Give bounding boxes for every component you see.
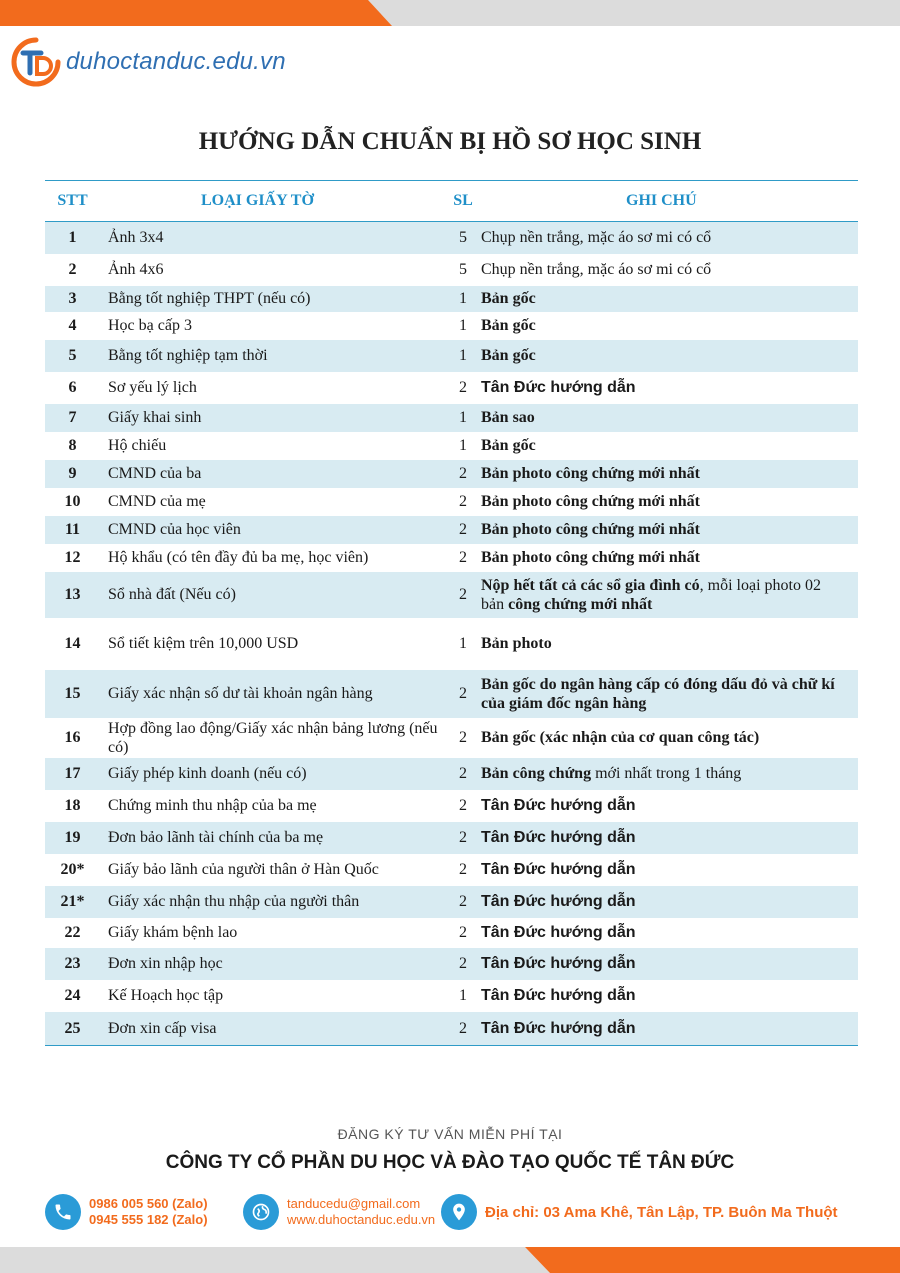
phone-2[interactable]: 0945 555 182 (Zalo) bbox=[89, 1212, 208, 1227]
row-note-part: , mỗi loại photo 02 bản bbox=[481, 576, 821, 613]
row-stt: 18 bbox=[64, 797, 81, 814]
row-type: Bằng tốt nghiệp tạm thời bbox=[100, 340, 445, 372]
tanduc-logo-icon bbox=[10, 36, 62, 88]
row-sl: 2 bbox=[445, 572, 481, 618]
row-type: Ảnh 3x4 bbox=[100, 222, 445, 254]
website-link[interactable]: www.duhoctanduc.edu.vn bbox=[287, 1212, 436, 1227]
row-note: Bản gốc do ngân hàng cấp có đóng dấu đỏ và chữ kí của giám đốc ngân hàng bbox=[481, 670, 858, 718]
row-sl: 2 bbox=[459, 493, 467, 510]
table-row bbox=[45, 790, 858, 822]
table-row bbox=[45, 758, 858, 790]
row-sl: 1 bbox=[459, 317, 467, 334]
row-note: Tân Đức hướng dẫn bbox=[481, 1012, 858, 1046]
table-row bbox=[45, 854, 858, 886]
row-stt: 3 bbox=[45, 286, 100, 312]
row-sl: 2 bbox=[459, 549, 467, 566]
row-stt: 24 bbox=[64, 987, 81, 1004]
table-row bbox=[45, 718, 858, 758]
row-sl: 1 bbox=[445, 286, 481, 312]
row-sl: 2 bbox=[445, 948, 481, 980]
table-row bbox=[45, 618, 858, 670]
row-stt: 20* bbox=[60, 861, 85, 878]
row-stt: 10 bbox=[64, 493, 81, 510]
row-stt: 23 bbox=[45, 948, 100, 980]
phone-icon bbox=[45, 1194, 81, 1230]
page-title: HƯỚNG DẪN CHUẨN BỊ HỒ SƠ HỌC SINH bbox=[198, 128, 702, 155]
table-row bbox=[45, 822, 858, 854]
table-row bbox=[45, 544, 858, 572]
row-note: Bản sao bbox=[481, 404, 858, 432]
row-note: Tân Đức hướng dẫn bbox=[481, 861, 636, 878]
row-sl: 2 bbox=[445, 1012, 481, 1046]
row-type: CMND của mẹ bbox=[108, 493, 206, 510]
row-note: Tân Đức hướng dẫn bbox=[481, 379, 636, 396]
row-note: Tân Đức hướng dẫn bbox=[481, 797, 636, 814]
row-type: Đơn xin nhập học bbox=[100, 948, 445, 980]
contact-phone[interactable] bbox=[45, 1194, 208, 1230]
row-type: Học bạ cấp 3 bbox=[108, 317, 192, 334]
row-note: Bản gốc (xác nhận của cơ quan công tác) bbox=[481, 729, 760, 746]
table-row bbox=[45, 572, 858, 618]
register-text: ĐĂNG KÝ TƯ VẤN MIỄN PHÍ TẠI bbox=[337, 1126, 563, 1142]
row-sl: 2 bbox=[445, 670, 481, 718]
row-type: Giấy bảo lãnh của người thân ở Hàn Quốc bbox=[108, 861, 379, 878]
table-row bbox=[45, 340, 858, 372]
company-name: CÔNG TY CỔ PHẦN DU HỌC VÀ ĐÀO TẠO QUỐC TẾ TÂN ĐỨC bbox=[165, 1152, 735, 1173]
row-type: Giấy xác nhận số dư tài khoản ngân hàng bbox=[100, 670, 445, 718]
row-type: Chứng minh thu nhập của ba mẹ bbox=[108, 797, 317, 814]
row-note: Bản photo công chứng mới nhất bbox=[481, 516, 858, 544]
row-stt: 21* bbox=[45, 886, 100, 918]
row-sl: 2 bbox=[459, 729, 467, 746]
row-sl: 2 bbox=[445, 460, 481, 488]
row-note: Bản photo bbox=[481, 635, 552, 652]
row-sl: 2 bbox=[445, 516, 481, 544]
row-stt: 6 bbox=[68, 379, 77, 396]
row-stt: 1 bbox=[45, 222, 100, 254]
row-stt: 13 bbox=[45, 572, 100, 618]
row-stt: 2 bbox=[68, 261, 77, 278]
table-row bbox=[45, 488, 858, 516]
table-row bbox=[45, 886, 858, 918]
row-note: Tân Đức hướng dẫn bbox=[481, 822, 858, 854]
row-type: Đơn bảo lãnh tài chính của ba mẹ bbox=[100, 822, 445, 854]
row-sl: 2 bbox=[459, 379, 467, 396]
row-stt: 19 bbox=[45, 822, 100, 854]
table-row bbox=[45, 1012, 858, 1046]
row-type: Sổ nhà đất (Nếu có) bbox=[100, 572, 445, 618]
row-sl: 1 bbox=[459, 437, 467, 454]
row-sl: 5 bbox=[445, 222, 481, 254]
address-text: Địa chỉ: 03 Ama Khê, Tân Lập, TP. Buôn Ma Thuột bbox=[485, 1203, 838, 1221]
row-sl: 1 bbox=[459, 635, 467, 652]
row-note: Bản gốc bbox=[481, 286, 858, 312]
document-table bbox=[45, 180, 858, 1046]
row-type: Giấy khai sinh bbox=[100, 404, 445, 432]
table-header-row bbox=[45, 181, 858, 222]
row-stt: 17 bbox=[45, 758, 100, 790]
row-stt: 22 bbox=[64, 924, 81, 941]
table-row bbox=[45, 286, 858, 312]
row-note: Bản gốc bbox=[481, 340, 858, 372]
row-sl: 2 bbox=[459, 861, 467, 878]
row-type: Giấy xác nhận thu nhập của người thân bbox=[100, 886, 445, 918]
row-type: Ảnh 4x6 bbox=[108, 261, 164, 278]
logo[interactable] bbox=[10, 36, 286, 88]
row-type: Hộ khẩu (có tên đầy đủ ba mẹ, học viên) bbox=[108, 549, 369, 566]
row-note-part: Bản công chứng bbox=[481, 765, 592, 782]
row-stt: 4 bbox=[68, 317, 77, 334]
table-row bbox=[45, 670, 858, 718]
col-header-sl: SL bbox=[445, 181, 481, 222]
location-pin-icon bbox=[441, 1194, 477, 1230]
table-row bbox=[45, 980, 858, 1012]
table-row bbox=[45, 918, 858, 948]
row-sl: 5 bbox=[459, 261, 467, 278]
row-note bbox=[481, 758, 858, 790]
table-row bbox=[45, 948, 858, 980]
table-row bbox=[45, 372, 858, 404]
row-note-part: mới nhất trong 1 tháng bbox=[591, 765, 742, 782]
row-stt: 12 bbox=[64, 549, 81, 566]
row-note: Bản gốc bbox=[481, 317, 536, 334]
top-decor-orange bbox=[0, 0, 392, 26]
row-sl: 2 bbox=[459, 924, 467, 941]
row-note: Chụp nền trắng, mặc áo sơ mi có cổ bbox=[481, 261, 712, 278]
row-note: Bản photo công chứng mới nhất bbox=[481, 493, 700, 510]
row-stt: 25 bbox=[45, 1012, 100, 1046]
row-type: Bằng tốt nghiệp THPT (nếu có) bbox=[100, 286, 445, 312]
col-header-note: GHI CHÚ bbox=[481, 181, 858, 222]
row-stt: 7 bbox=[45, 404, 100, 432]
row-sl: 1 bbox=[459, 987, 467, 1004]
row-stt: 8 bbox=[68, 437, 77, 454]
row-stt: 11 bbox=[45, 516, 100, 544]
row-sl: 2 bbox=[445, 822, 481, 854]
row-note: Tân Đức hướng dẫn bbox=[481, 948, 858, 980]
col-header-stt: STT bbox=[45, 181, 100, 222]
row-note-part: công chứng mới nhất bbox=[508, 595, 653, 613]
row-type: Giấy khám bệnh lao bbox=[108, 924, 238, 941]
row-type: Đơn xin cấp visa bbox=[100, 1012, 445, 1046]
row-note: Bản photo công chứng mới nhất bbox=[481, 460, 858, 488]
contact-address bbox=[441, 1194, 838, 1230]
bottom-decor-orange bbox=[525, 1247, 900, 1273]
row-note: Tân Đức hướng dẫn bbox=[481, 987, 636, 1004]
row-note-part: Nộp hết tất cả các sổ gia đình có bbox=[481, 576, 700, 594]
row-note: Tân Đức hướng dẫn bbox=[481, 924, 636, 941]
col-header-type: LOẠI GIẤY TỜ bbox=[100, 181, 445, 222]
contact-web[interactable] bbox=[243, 1194, 435, 1230]
row-stt: 9 bbox=[45, 460, 100, 488]
table-row bbox=[45, 516, 858, 544]
row-stt: 5 bbox=[45, 340, 100, 372]
table-row bbox=[45, 432, 858, 460]
row-type: Hộ chiếu bbox=[108, 437, 167, 454]
row-note bbox=[481, 572, 858, 618]
row-type: CMND của ba bbox=[100, 460, 445, 488]
table-row bbox=[45, 254, 858, 286]
row-note: Bản photo công chứng mới nhất bbox=[481, 549, 700, 566]
row-sl: 2 bbox=[445, 758, 481, 790]
row-stt: 16 bbox=[64, 729, 81, 746]
row-note: Chụp nền trắng, mặc áo sơ mi có cổ bbox=[481, 222, 858, 254]
table-row bbox=[45, 222, 858, 254]
row-type: Kế Hoạch học tập bbox=[108, 987, 224, 1004]
row-sl: 2 bbox=[445, 886, 481, 918]
row-note: Bản gốc bbox=[481, 437, 536, 454]
row-stt: 15 bbox=[45, 670, 100, 718]
row-type: Giấy phép kinh doanh (nếu có) bbox=[100, 758, 445, 790]
row-sl: 1 bbox=[445, 404, 481, 432]
table-row bbox=[45, 404, 858, 432]
email-link[interactable]: tanducedu@gmail.com bbox=[287, 1196, 421, 1211]
phone-1[interactable]: 0986 005 560 (Zalo) bbox=[89, 1196, 208, 1211]
row-type: Sơ yếu lý lịch bbox=[108, 379, 197, 396]
logo-text: duhoctanduc.edu.vn bbox=[66, 48, 286, 75]
row-note: Tân Đức hướng dẫn bbox=[481, 886, 858, 918]
table-row bbox=[45, 312, 858, 340]
globe-icon bbox=[243, 1194, 279, 1230]
row-sl: 1 bbox=[445, 340, 481, 372]
row-type: Sổ tiết kiệm trên 10,000 USD bbox=[108, 635, 299, 652]
row-stt: 14 bbox=[64, 635, 81, 652]
table-row bbox=[45, 460, 858, 488]
row-type: Hợp đồng lao động/Giấy xác nhận bảng lương (nếu có) bbox=[108, 719, 438, 756]
row-type: CMND của học viên bbox=[100, 516, 445, 544]
row-sl: 2 bbox=[459, 797, 467, 814]
